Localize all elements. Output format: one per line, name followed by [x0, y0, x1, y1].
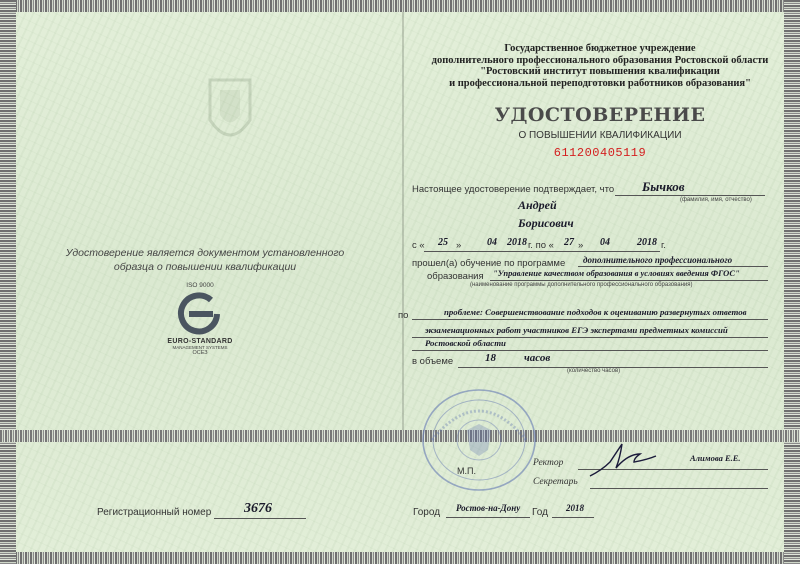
passed-label: прошел(а) обучение по программе: [412, 258, 566, 269]
city-label: Город: [413, 507, 441, 518]
cert-brand: EURO-STANDARD: [167, 338, 233, 345]
document-title: УДОСТОВЕРЕНИЕ: [494, 104, 706, 126]
reg-number-label: Регистрационный номер: [97, 507, 212, 518]
program-type-line1: дополнительного профессионального: [583, 255, 733, 265]
iso-label: ISO 9000: [186, 282, 214, 289]
rector-label: Ректор: [533, 458, 564, 468]
patronymic-value: Борисович: [518, 216, 574, 230]
program-name-underline: [490, 280, 768, 281]
euro-standard-caption: [160, 338, 240, 356]
topic-prefix: по: [398, 310, 409, 321]
dates-underline: [424, 251, 660, 252]
iso-certification-block: [170, 282, 230, 289]
date-from-sep: »: [456, 240, 462, 251]
secretary-underline: [590, 488, 768, 489]
first-name-value: Андрей: [518, 198, 557, 212]
issuer-line-2: дополнительного профессионального образования Ростовской области: [431, 54, 769, 66]
year-value: 2018: [566, 503, 584, 513]
rector-name: Алимова Е.Е.: [690, 453, 741, 463]
date-to-year: 2018: [637, 237, 657, 248]
date-suffix: г.: [661, 240, 666, 251]
hours-value: 18: [485, 352, 496, 364]
program-caption: (наименование программы дополнительного профессионального образования): [470, 282, 693, 288]
seal-place-label: М.П.: [457, 466, 476, 476]
rector-signature: [588, 440, 658, 480]
watermark-emblem: [200, 75, 260, 155]
city-underline: [446, 517, 530, 518]
center-fold: [402, 12, 404, 430]
date-from-month: 04: [487, 237, 497, 248]
legal-note: [45, 246, 365, 274]
name-caption: (фамилия, имя, отчество): [680, 197, 752, 203]
cert-sub: MANAGEMENT SYSTEMS: [172, 345, 228, 350]
date-to-month: 04: [600, 237, 610, 248]
issuer-header: [405, 43, 795, 89]
issuer-line-4: и профессиональной переподготовки работников образования": [449, 77, 751, 89]
date-from-prefix: с «: [412, 240, 425, 251]
hours-unit: часов: [524, 352, 551, 364]
official-stamp: [420, 388, 538, 492]
topic-line-1: проблеме: Совершенствование подходов к оцениванию развернутых ответов: [444, 307, 747, 317]
surname-value: Бычков: [642, 179, 685, 194]
confirm-label: Настоящее удостоверение подтверждает, что: [412, 184, 615, 195]
document-subtitle: О ПОВЫШЕНИИ КВАЛИФИКАЦИИ: [518, 130, 682, 141]
legal-note-line-1: Удостоверение является документом установленного: [65, 247, 345, 259]
euro-standard-logo-icon: [177, 292, 223, 336]
date-from-year: 2018: [507, 237, 527, 248]
program-name: "Управление качеством образования в условиях введения ФГОС": [493, 268, 740, 278]
topic-underline-1: [412, 319, 768, 320]
date-from-day: 25: [438, 237, 448, 248]
legal-note-line-2: образца о повышении квалификации: [113, 261, 297, 273]
issuer-line-1: Государственное бюджетное учреждение: [504, 43, 696, 54]
serial-number: 611200405119: [553, 146, 647, 160]
date-to-sep: »: [578, 240, 584, 251]
program-type-underline: [578, 266, 768, 267]
program-type-line2: образования: [427, 271, 484, 282]
year-label: Год: [532, 507, 548, 518]
date-to-day: 27: [564, 237, 574, 248]
surname-underline: [615, 195, 765, 196]
reg-number-value: 3676: [244, 501, 272, 516]
topic-line-2: экзаменационных работ участников ЕГЭ экспертами предметных комиссий: [425, 325, 728, 335]
date-to-prefix: г. по «: [528, 240, 554, 251]
secretary-label: Секретарь: [533, 477, 578, 487]
middle-ornament-band: [0, 430, 800, 442]
city-value: Ростов-на-Дону: [456, 503, 521, 513]
topic-underline-3: [412, 350, 768, 351]
year-underline: [552, 517, 594, 518]
issuer-line-3: "Ростовский институт повышения квалификации: [480, 66, 720, 77]
hours-caption: (количество часов): [567, 368, 621, 374]
top-ornament-band: [0, 0, 800, 12]
cert-code: ОСЕЗ: [192, 350, 208, 356]
topic-line-3: Ростовской области: [425, 338, 506, 348]
reg-number-underline: [214, 518, 306, 519]
bottom-ornament-band: [0, 552, 800, 564]
volume-label: в объеме: [412, 356, 454, 367]
left-ornament-band: [0, 0, 16, 564]
